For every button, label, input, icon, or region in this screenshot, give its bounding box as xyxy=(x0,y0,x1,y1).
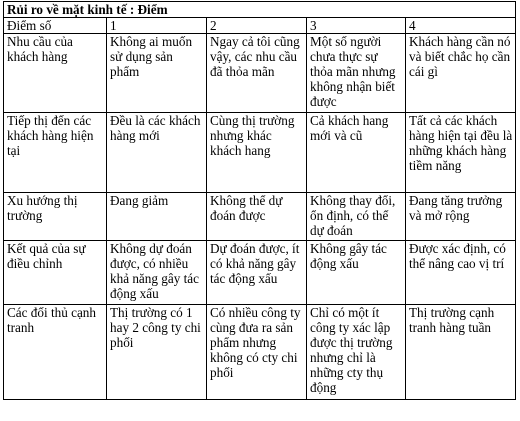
header-score: Điểm số xyxy=(4,18,107,34)
row-label: Xu hướng thị trường xyxy=(4,193,107,241)
table-cell: Không ai muốn sử dụng sản phẩm xyxy=(107,34,207,113)
table-row xyxy=(4,305,516,400)
risk-assessment-table xyxy=(3,1,516,400)
row-label: Kết quả của sự điều chỉnh xyxy=(4,241,107,305)
table-cell: Được xác định, có thể nâng cao vị trí xyxy=(406,241,516,305)
table-cell: Có nhiều công ty cùng đưa ra sản phẩm nhưng không có cty chi phối xyxy=(207,305,307,400)
table-cell: Dự đoán được, ít có khả năng gây tác động xấu xyxy=(207,241,307,305)
table-cell: Thị trường có 1 hay 2 công ty chi phối xyxy=(107,305,207,400)
table-cell: Khách hàng cần nó và biết chắc họ cần cái gì xyxy=(406,34,516,113)
table-header-row xyxy=(4,18,516,34)
table-cell: Không thay đổi, ổn định, có thể dự đoán xyxy=(307,193,406,241)
table-cell: Đang giảm xyxy=(107,193,207,241)
row-label: Các đối thủ cạnh tranh xyxy=(4,305,107,400)
header-score-4: 4 xyxy=(406,18,516,34)
table-title-row xyxy=(4,2,516,18)
table-cell: Không dự đoán được, có nhiều khả năng gây tác động xấu xyxy=(107,241,207,305)
table-cell: Ngay cả tôi cũng vậy, các nhu cầu đã thỏa mãn xyxy=(207,34,307,113)
table-cell: Đều là các khách hàng mới xyxy=(107,113,207,193)
header-score-1: 1 xyxy=(107,18,207,34)
table-row xyxy=(4,34,516,113)
header-score-2: 2 xyxy=(207,18,307,34)
table-cell: Không gây tác động xấu xyxy=(307,241,406,305)
table-title: Rủi ro về mặt kinh tế : Điểm xyxy=(4,2,516,18)
table-cell: Đang tăng trưởng và mở rộng xyxy=(406,193,516,241)
row-label: Nhu cầu của khách hàng xyxy=(4,34,107,113)
table-cell: Một số người chưa thực sự thỏa mãn nhưng không nhận biết được xyxy=(307,34,406,113)
row-label: Tiếp thị đến các khách hàng hiện tại xyxy=(4,113,107,193)
table-row xyxy=(4,193,516,241)
table-cell: Tất cả các khách hàng hiện tại đều là những khách hàng tiềm năng xyxy=(406,113,516,193)
table-cell: Cả khách hang mới và cũ xyxy=(307,113,406,193)
header-score-3: 3 xyxy=(307,18,406,34)
table-row xyxy=(4,241,516,305)
table-cell: Cùng thị trường nhưng khác khách hang xyxy=(207,113,307,193)
table-cell: Thị trường cạnh tranh hàng tuần xyxy=(406,305,516,400)
table-cell: Chỉ có một ít công ty xác lập được thị trường nhưng chỉ là những cty thụ động xyxy=(307,305,406,400)
table-row xyxy=(4,113,516,193)
table-cell: Không thể dự đoán được xyxy=(207,193,307,241)
